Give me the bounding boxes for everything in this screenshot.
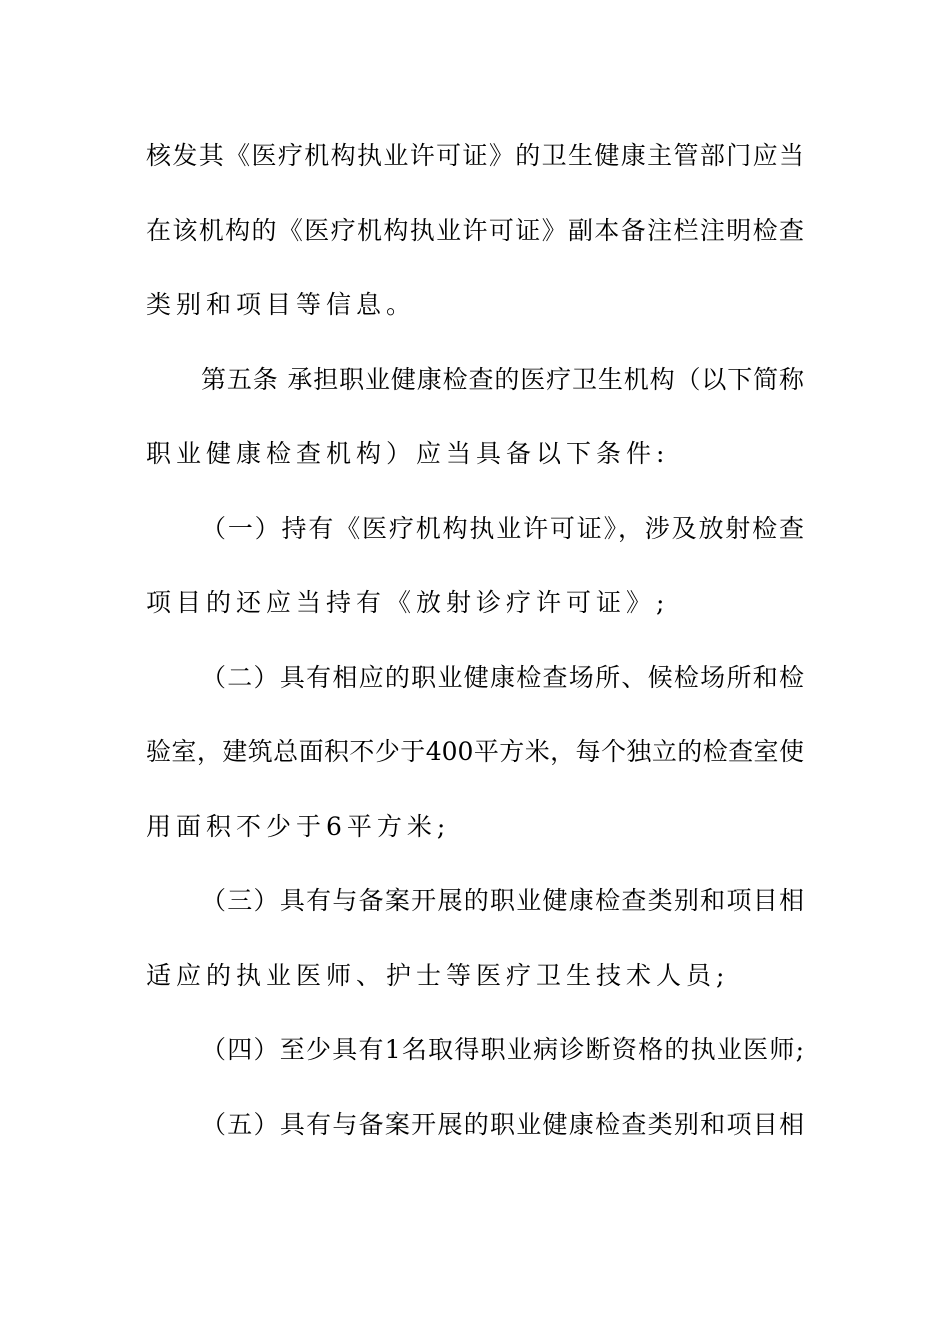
text-line-12: 适应的执业医师、护士等医疗卫生技术人员;	[146, 961, 730, 990]
text-line-6: （一）持有《医疗机构执业许可证》，涉及放射检查	[201, 514, 804, 543]
text-line-5: 职业健康检查机构）应当具备以下条件:	[146, 439, 670, 468]
text-line-13: （四）至少具有1名取得职业病诊断资格的执业医师;	[201, 1035, 804, 1064]
text-line-3: 类别和项目等信息。	[146, 290, 417, 319]
text-line-4: 第五条 承担职业健康检查的医疗卫生机构（以下简称	[201, 365, 804, 394]
text-line-1: 核发其《医疗机构执业许可证》的卫生健康主管部门应当	[146, 141, 804, 170]
text-line-8: （二）具有相应的职业健康检查场所、候检场所和检	[201, 663, 804, 692]
text-line-9: 验室，建筑总面积不少于400平方米，每个独立的检查室使	[146, 737, 804, 766]
text-line-2: 在该机构的《医疗机构执业许可证》副本备注栏注明检查	[146, 216, 804, 245]
text-line-11: （三）具有与备案开展的职业健康检查类别和项目相	[201, 886, 804, 915]
text-line-10: 用面积不少于6平方米;	[146, 812, 451, 841]
text-line-14: （五）具有与备案开展的职业健康检查类别和项目相	[201, 1110, 804, 1139]
text-line-7: 项目的还应当持有《放射诊疗许可证》;	[146, 588, 670, 617]
